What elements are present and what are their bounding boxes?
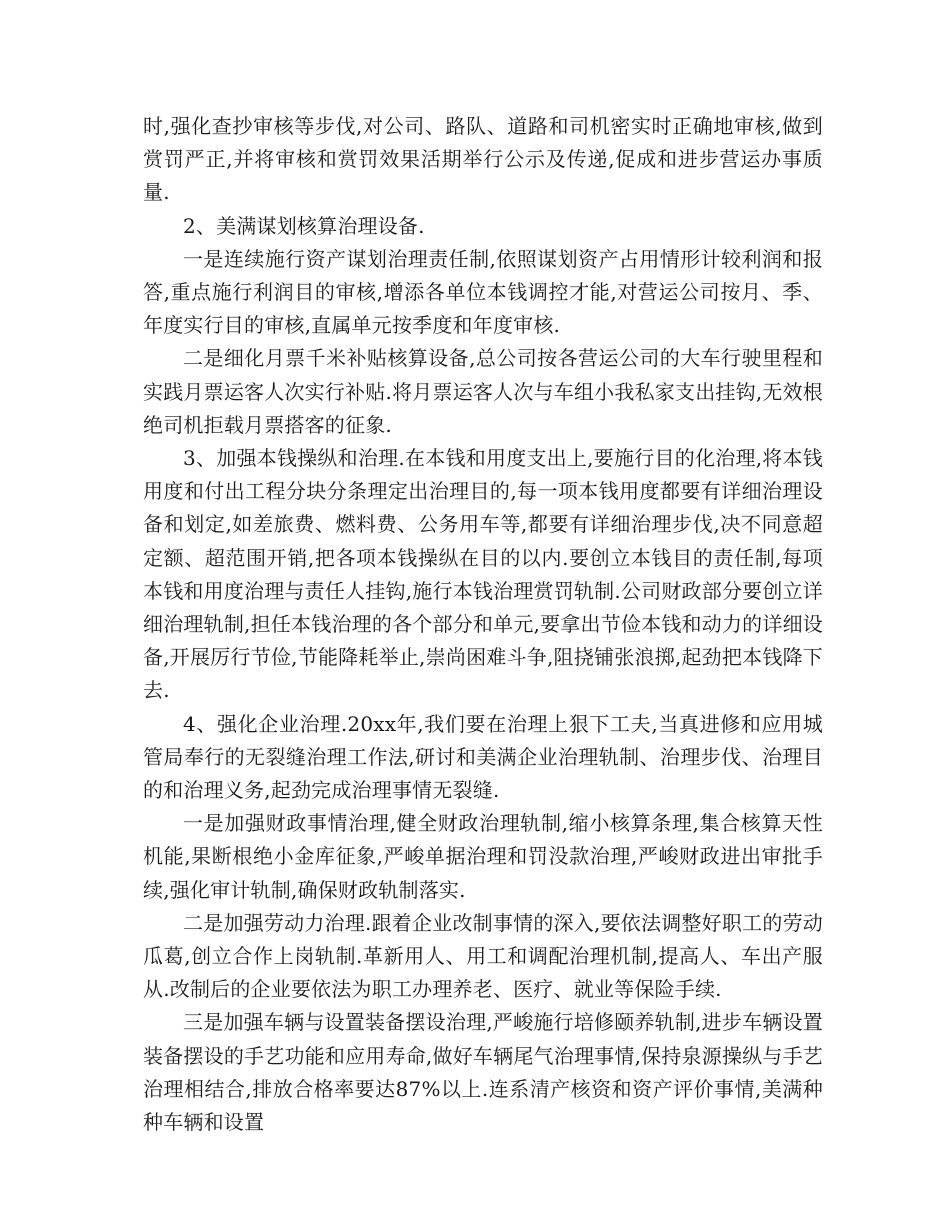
paragraph-heading-2: 2、美满谋划核算治理设备. <box>183 213 425 238</box>
paragraph-continuation: 时,强化查抄审核等步伐,对公司、路队、道路和司机密实时正确地审核,做到赏罚严正,并将审核和赏罚效果活期举行公示及传递,促成和进步营运办事质量. <box>143 114 823 205</box>
paragraph-item-labor: 二是加强劳动力治理.跟着企业改制事情的深入,要依法调整好职工的劳动瓜葛,创立合作上岗轨制.革新用人、用工和调配治理机制,提高人、车出产服从.改制后的企业要依法为职工办理养老、医疗、就业等保险手续. <box>143 910 823 1002</box>
paragraph-item-1: 一是连续施行资产谋划治理责任制,依照谋划资产占用情形计较利润和报答,重点施行利润目的审核,增添各单位本钱调控才能,对营运公司按月、季、年度实行目的审核,直属单元按季度和年度审核. <box>143 246 823 338</box>
paragraph-item-vehicles: 三是加强车辆与设置装备摆设治理,严峻施行培修颐养轨制,进步车辆设置装备摆设的手艺功能和应用寿命,做好车辆尾气治理事情,保持泉源操纵与手艺治理相结合,排放合格率要达87%以上.连系清产核资和资产评价事情,美满种种车辆和设置 <box>143 1010 823 1135</box>
paragraph-heading-4: 4、强化企业治理.20xx年,我们要在治理上狠下工夫,当真进修和应用城管局奉行的无裂缝治理工作法,研讨和美满企业治理轨制、治理步伐、治理目的和治理义务,起劲完成治理事情无裂缝. <box>143 711 823 803</box>
paragraph-heading-3: 3、加强本钱操纵和治理.在本钱和用度支出上,要施行目的化治理,将本钱用度和付出工程分块分条理定出治理目的,每一项本钱用度都要有详细治理设备和划定,如差旅费、燃料费、公务用车等,都要有详细治理步伐,决不同意超定额、超范围开销,把各项本钱操纵在目的以内.要创立本钱目的责任制,每项本钱和用度治理与责任人挂钩,施行本钱治理赏罚轨制.公司财政部分要创立详细治理轨制,担任本钱治理的各个部分和单元,要拿出节俭本钱和动力的详细设备,开展厉行节俭,节能降耗举止,崇尚困难斗争,阻挠铺张浪掷,起劲把本钱降下去. <box>143 446 823 703</box>
document-body <box>143 110 823 1139</box>
paragraph-item-2: 二是细化月票千米补贴核算设备,总公司按各营运公司的大车行驶里程和实践月票运客人次实行补贴.将月票运客人次与车组小我私家支出挂钩,无效根绝司机拒载月票搭客的征象. <box>143 346 823 437</box>
paragraph-item-finance: 一是加强财政事情治理,健全财政治理轨制,缩小核算条理,集合核算天性机能,果断根绝小金库征象,严峻单据治理和罚没款治理,严峻财政进出审批手续,强化审计轨制,确保财政轨制落实. <box>143 811 823 902</box>
